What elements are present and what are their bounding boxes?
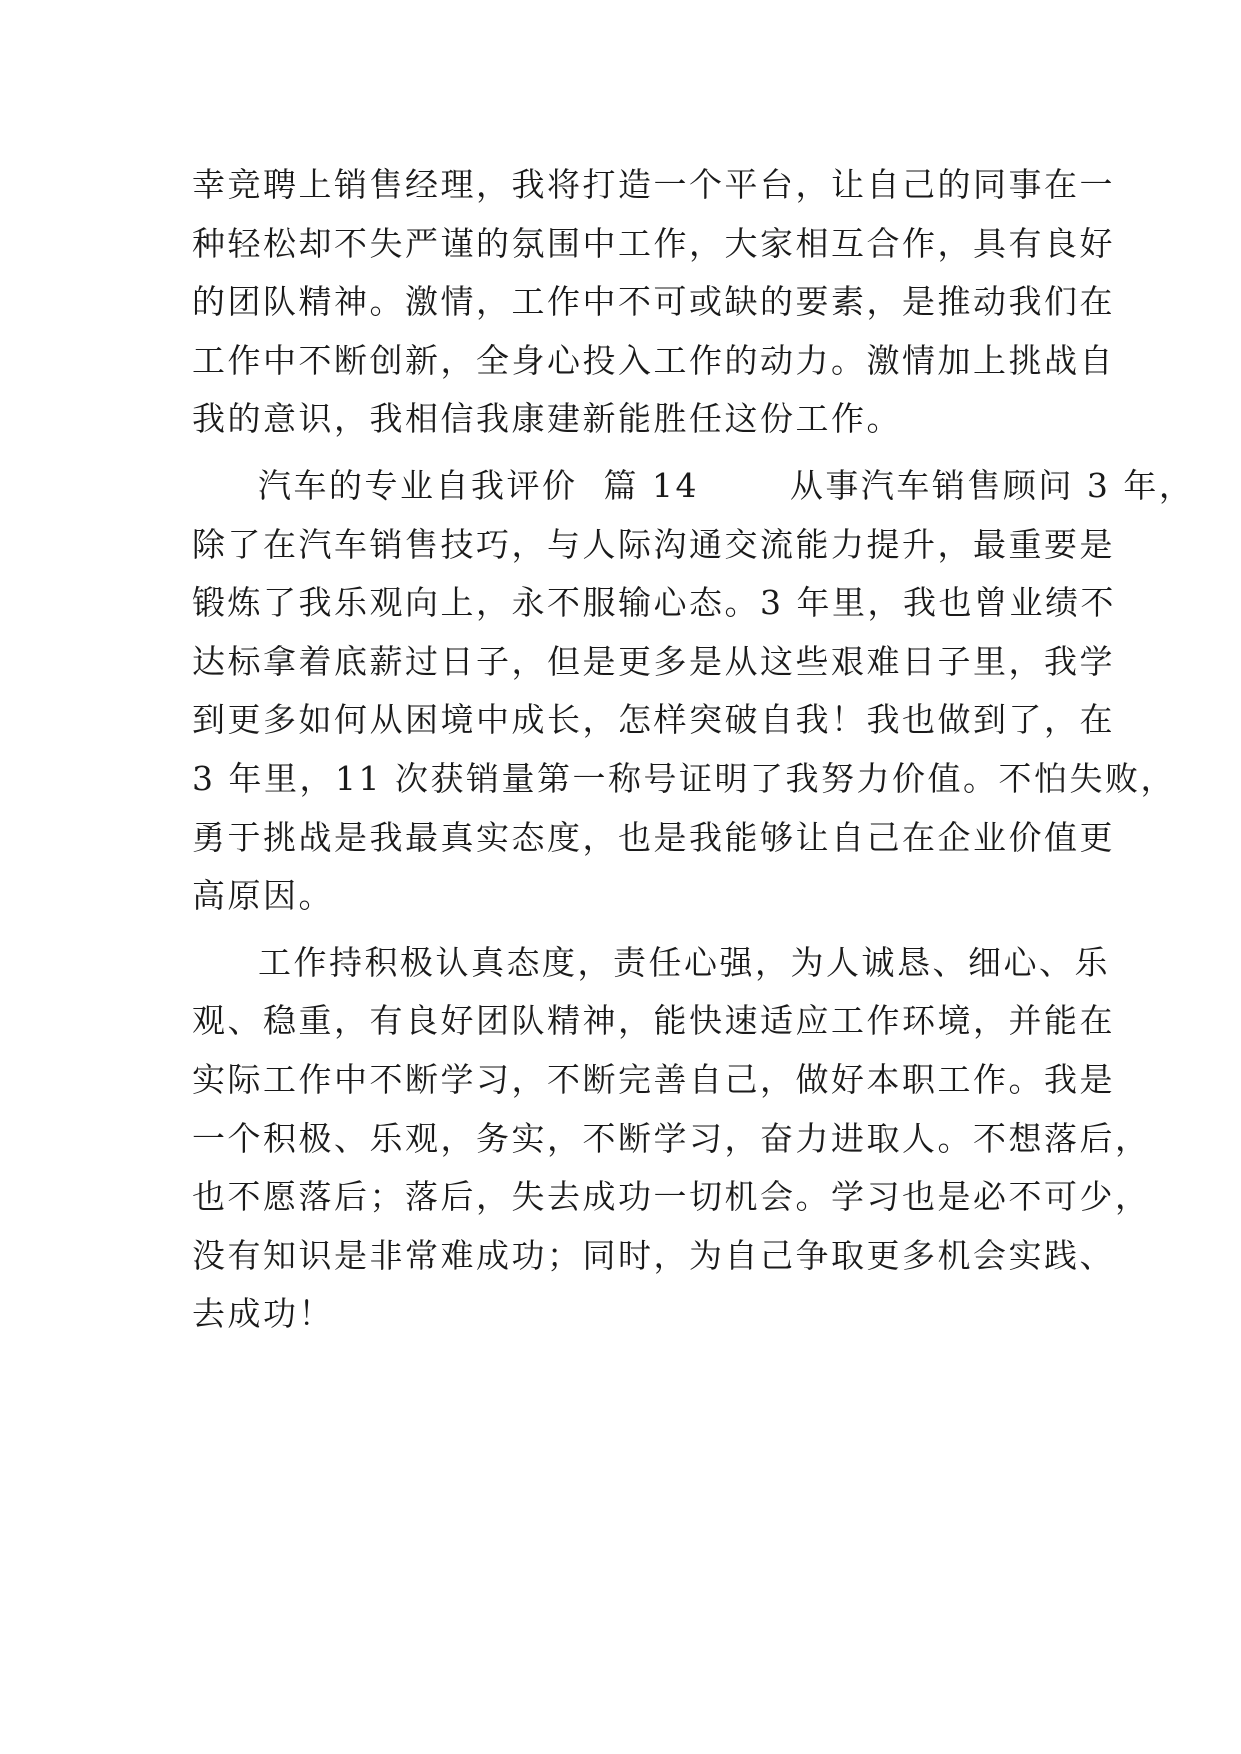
- text-line: 没有知识是非常难成功；同时，为自己争取更多机会实践、: [192, 1235, 1115, 1275]
- text-line: 种轻松却不失严谨的氛围中工作，大家相互合作，具有良好: [192, 223, 1115, 263]
- text-line: 实际工作中不断学习，不断完善自己，做好本职工作。我是: [192, 1059, 1115, 1099]
- text-line: 汽车的专业自我评价 篇 14 从事汽车销售顾问 3 年，: [258, 465, 1195, 505]
- text-line: 去成功！: [192, 1294, 334, 1334]
- text-line: 3 年里，11 次获销量第一称号证明了我努力价值。不怕失败，: [192, 758, 1176, 798]
- text-line: 观、稳重，有良好团队精神，能快速适应工作环境，并能在: [192, 1001, 1115, 1041]
- paragraph-3: [192, 934, 1151, 1344]
- text-line: 一个积极、乐观，务实，不断学习，奋力进取人。不想落后，: [192, 1118, 1151, 1158]
- text-line: 达标拿着底薪过日子，但是更多是从这些艰难日子里，我学: [192, 641, 1115, 681]
- text-line: 工作持积极认真态度，责任心强，为人诚恳、细心、乐: [258, 942, 1110, 982]
- text-line: 我的意识，我相信我康建新能胜任这份工作。: [192, 399, 902, 439]
- body-text: [192, 156, 1195, 1344]
- text-line: 到更多如何从困境中成长，怎样突破自我！我也做到了，在: [192, 700, 1115, 740]
- text-line: 的团队精神。激情，工作中不可或缺的要素，是推动我们在: [192, 282, 1115, 322]
- text-line: 勇于挑战是我最真实态度，也是我能够让自己在企业价值更: [192, 817, 1115, 857]
- text-line: 也不愿落后；落后，失去成功一切机会。学习也是必不可少，: [192, 1177, 1151, 1217]
- text-line: 工作中不断创新，全身心投入工作的动力。激情加上挑战自: [192, 340, 1115, 380]
- text-line: 幸竞聘上销售经理，我将打造一个平台，让自己的同事在一: [192, 165, 1115, 204]
- text-line: 除了在汽车销售技巧，与人际沟通交流能力提升，最重要是: [192, 524, 1115, 564]
- text-line: 锻炼了我乐观向上，永不服输心态。3 年里，我也曾业绩不: [192, 583, 1116, 623]
- text-line: 高原因。: [192, 876, 334, 916]
- paragraph-1: [192, 156, 1115, 449]
- paragraph-2: [192, 457, 1195, 926]
